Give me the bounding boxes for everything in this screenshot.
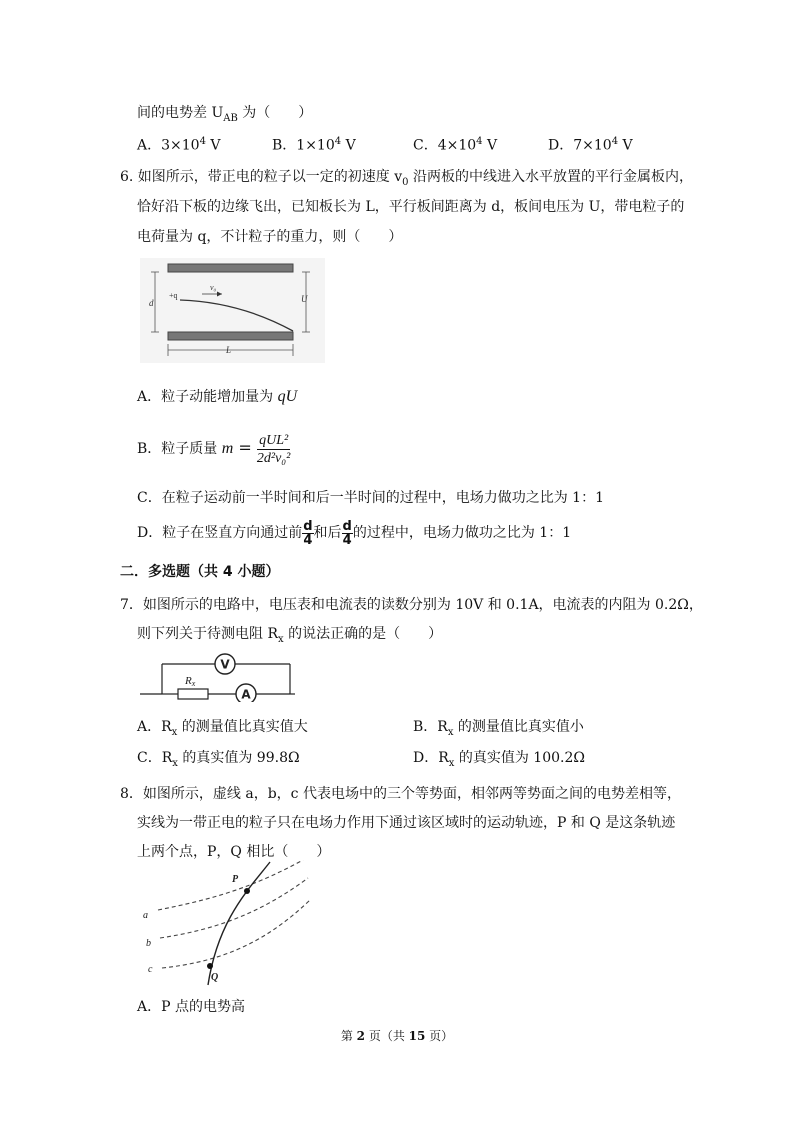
q7-stem-line1: 7．如图所示的电路中，电压表和电流表的读数分别为 10V 和 0.1A，电流表的内阻为 0.2Ω， xyxy=(120,597,703,613)
point-q xyxy=(207,963,213,969)
q6-stem-line2: 恰好沿下板的边缘飞出，已知板长为 L，平行板间距离为 d，板间电压为 U，带电粒子的 xyxy=(137,199,685,215)
q5-option-b: B．$1\times 10^4$ V xyxy=(272,136,356,154)
q5-option-d: D．$7\times 10^4$ V xyxy=(548,136,633,154)
label-a: a xyxy=(143,910,148,921)
q7-stem-line2: 则下列关于待测电阻 $R_x$ 的说法正确的是（ ） xyxy=(137,626,443,645)
q6-parallel-plates-figure xyxy=(140,258,325,363)
section-heading: 二．多选题（共 4 小题） xyxy=(120,564,280,580)
page-number: 2 xyxy=(356,1029,365,1043)
q8-stem-line1: 8．如图所示，虚线 a，b，c 代表电场中的三个等势面，相邻两等势面之间的电势差相等， xyxy=(120,786,681,802)
label-c: c xyxy=(148,964,153,975)
length-label: L xyxy=(226,345,232,355)
lower-plate xyxy=(168,332,293,340)
mass-fraction: $\frac{\text{qUL²}}{\text{2d²v₀²}}$ xyxy=(256,432,291,466)
resistor-rx xyxy=(178,689,208,699)
voltage-label: U xyxy=(301,294,308,304)
q6-option-d: D．粒子在竖直方向通过前 $\frac{d}{4}$ 和后 $\frac{d}{4}$ 的过程中，电场力做功之比为 1：1 xyxy=(137,518,572,548)
total-pages: 15 xyxy=(408,1029,426,1043)
point-p xyxy=(244,888,250,894)
q7-option-c: C．$R_x$ 的真实值为 99.8Ω xyxy=(137,750,300,769)
q7-option-d: D．$R_x$ 的真实值为 100.2Ω xyxy=(413,750,585,769)
charge-label: +q xyxy=(169,291,178,300)
equipotential-b xyxy=(160,878,308,938)
q8-stem-line2: 实线为一带正电的粒子只在电场力作用下通过该区域时的运动轨迹，P 和 Q 是这条轨迹 xyxy=(137,815,676,831)
label-p: P xyxy=(232,874,239,885)
q7-option-b: B．$R_x$ 的测量值比真实值小 xyxy=(413,719,584,738)
q8-stem-line3: 上两个点，P，Q 相比（ ） xyxy=(137,844,331,860)
page-footer: 第 2 页（共 15 页） xyxy=(340,1029,454,1043)
q5-option-c: C．$4\times 10^4$ V xyxy=(413,136,498,154)
q8-equipotential-figure xyxy=(138,860,313,990)
equipotential-a xyxy=(158,860,303,910)
q6-option-c: C．在粒子运动前一半时间和后一半时间的过程中，电场力做功之比为 1：1 xyxy=(137,490,604,506)
ammeter-label: A xyxy=(241,687,251,702)
q5-option-a: A．$3\times 10^4$ V xyxy=(137,136,221,154)
label-b: b xyxy=(146,938,151,949)
resistor-label: Rx xyxy=(185,675,196,688)
velocity-label: v₀ xyxy=(210,283,217,292)
upper-plate xyxy=(168,264,293,272)
q8-option-a: A．P 点的电势高 xyxy=(137,999,245,1015)
voltmeter-label: V xyxy=(220,657,230,672)
q6-stem-line1: 6. 如图所示，带正电的粒子以一定的初速度 $v_0$ 沿两板的中线进入水平放置的平行金属板内， xyxy=(120,169,693,188)
q5-stem-line: 间的电势差 $U_{AB}$ 为（ ） xyxy=(137,105,313,124)
distance-label: d xyxy=(149,298,154,308)
q6-option-b: B．粒子质量 m = $\frac{\text{qUL²}}{\text{2d²v₀²}}$ xyxy=(137,432,291,466)
q6-option-a: A．粒子动能增加量为 qU xyxy=(137,388,298,405)
q7-circuit-figure xyxy=(140,652,295,702)
q6-stem-line3: 电荷量为 q，不计粒子的重力，则（ ） xyxy=(137,229,403,245)
label-q: Q xyxy=(211,972,219,983)
q7-option-a: A．$R_x$ 的测量值比真实值大 xyxy=(137,719,308,738)
